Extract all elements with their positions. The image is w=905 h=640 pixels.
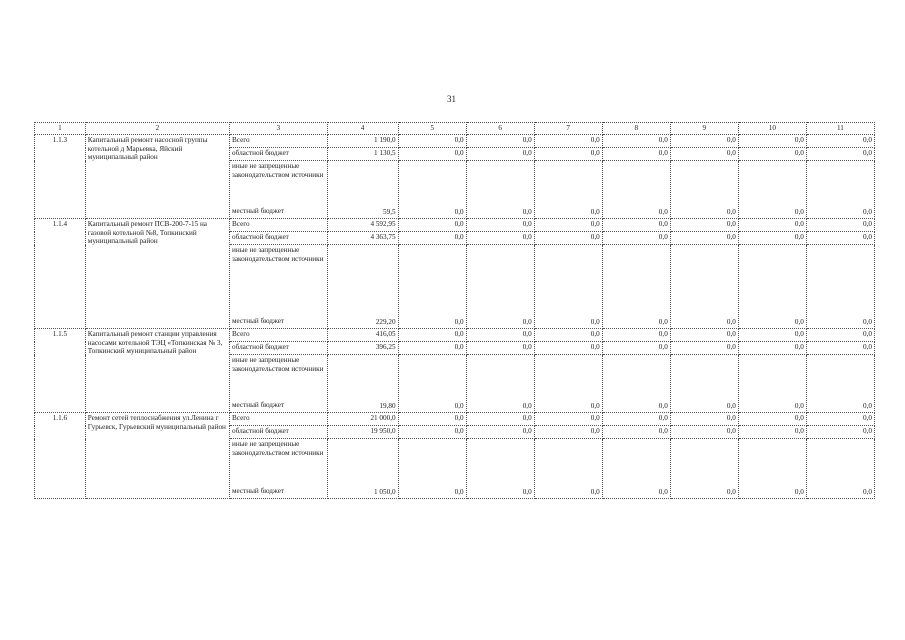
value-cell: 0,0 [806,232,874,245]
value-cell: 0,0 [806,329,874,342]
column-header: 4 [327,123,398,135]
value-cell: 0,0 [670,161,738,219]
table-row [35,219,875,232]
source-label-regional: областной бюджет [230,426,328,439]
table-row [35,329,875,342]
value-cell: 0,0 [602,426,670,439]
value-cell: 0,0 [670,329,738,342]
column-header: 2 [85,123,229,135]
value-cell: 0,0 [602,232,670,245]
value-cell: 0,0 [806,245,874,329]
value-cell: 0,0 [602,135,670,148]
value-cell: 0,0 [602,329,670,342]
value-cell: 396,25 [327,342,398,355]
source-label-cell [230,439,328,499]
value-cell: 0,0 [466,232,534,245]
value-cell: 0,0 [602,439,670,499]
value-cell: 0,0 [806,413,874,426]
value-cell: 0,0 [806,219,874,232]
value-cell: 0,0 [398,232,466,245]
value-cell: 0,0 [534,232,602,245]
value-cell: 0,0 [534,329,602,342]
item-code: 1.1.3 [35,135,86,219]
item-name: Капитальный ремонт ПСВ-200-7-15 на газовой котельной №8, Топкинский муниципальный район [85,219,229,329]
table-header-row [35,123,875,135]
value-cell: 0,0 [738,135,806,148]
value-cell: 0,0 [738,148,806,161]
value-cell: 0,0 [670,413,738,426]
column-header: 1 [35,123,86,135]
value-cell: 4 363,75 [327,232,398,245]
value-cell: 0,0 [466,355,534,413]
budget-table [34,122,875,499]
column-header: 7 [534,123,602,135]
value-cell: 0,0 [398,413,466,426]
column-header: 3 [230,123,328,135]
value-cell: 0,0 [466,161,534,219]
value-cell: 0,0 [398,329,466,342]
value-cell: 0,0 [738,355,806,413]
column-header: 10 [738,123,806,135]
value-cell: 0,0 [670,426,738,439]
source-label-total: Всего [230,219,328,232]
value-cell: 1 190,0 [327,135,398,148]
value-cell: 0,0 [670,232,738,245]
value-cell: 0,0 [738,232,806,245]
item-name: Капитальный ремонт станции управления насосами котельной ТЭЦ «Топкинская № 3, Топкинский муниципальный район [85,329,229,413]
value-cell: 0,0 [398,426,466,439]
value-cell: 0,0 [602,219,670,232]
value-cell: 1 050,0 [327,439,398,499]
value-cell: 0,0 [466,413,534,426]
value-cell: 0,0 [602,148,670,161]
source-label-other: иные не запрещенные законодательством источники [232,162,324,179]
page-number: 31 [447,94,456,104]
table-row [35,135,875,148]
source-label-regional: областной бюджет [230,232,328,245]
source-label-total: Всего [230,413,328,426]
value-cell: 0,0 [806,355,874,413]
value-cell: 0,0 [398,148,466,161]
source-label-local: местный бюджет [232,401,285,410]
value-cell: 19 950,0 [327,426,398,439]
value-cell: 0,0 [806,342,874,355]
value-cell: 0,0 [398,355,466,413]
source-label-cell [230,161,328,219]
value-cell: 0,0 [534,342,602,355]
value-cell: 0,0 [534,426,602,439]
source-label-other: иные не запрещенные законодательством источники [232,440,324,457]
source-label-local: местный бюджет [232,487,285,496]
value-cell: 21 000,0 [327,413,398,426]
value-cell: 0,0 [466,135,534,148]
value-cell: 0,0 [534,148,602,161]
item-name: Ремонт сетей теплоснабжения ул.Ленина г Гурьевск, Гурьевский муниципальный район [85,413,229,499]
column-header: 8 [602,123,670,135]
value-cell: 0,0 [398,135,466,148]
source-label-regional: областной бюджет [230,148,328,161]
value-cell: 0,0 [534,439,602,499]
value-cell: 0,0 [398,219,466,232]
value-cell: 0,0 [398,161,466,219]
source-label-local: местный бюджет [232,207,285,216]
table-row [35,413,875,426]
value-cell: 0,0 [738,161,806,219]
value-cell: 0,0 [806,148,874,161]
value-cell: 229,20 [327,245,398,329]
item-code: 1.1.6 [35,413,86,499]
item-code: 1.1.4 [35,219,86,329]
value-cell: 0,0 [738,219,806,232]
value-cell: 0,0 [670,148,738,161]
value-cell: 0,0 [670,245,738,329]
source-label-regional: областной бюджет [230,342,328,355]
value-cell: 0,0 [738,329,806,342]
value-cell: 0,0 [670,355,738,413]
source-label-local: местный бюджет [232,317,285,326]
value-cell: 0,0 [738,413,806,426]
value-cell: 0,0 [602,342,670,355]
value-cell: 0,0 [534,413,602,426]
value-cell: 0,0 [602,245,670,329]
value-cell: 59,5 [327,161,398,219]
value-cell: 0,0 [466,329,534,342]
value-cell: 0,0 [602,413,670,426]
value-cell: 0,0 [466,245,534,329]
value-cell: 0,0 [602,355,670,413]
source-label-cell [230,245,328,329]
source-label-other: иные не запрещенные законодательством источники [232,356,324,373]
value-cell: 0,0 [738,245,806,329]
column-header: 5 [398,123,466,135]
value-cell: 0,0 [466,426,534,439]
value-cell: 0,0 [670,342,738,355]
value-cell: 19,80 [327,355,398,413]
source-label-total: Всего [230,329,328,342]
value-cell: 0,0 [466,342,534,355]
value-cell: 0,0 [398,342,466,355]
value-cell: 0,0 [534,245,602,329]
value-cell: 0,0 [806,426,874,439]
value-cell: 0,0 [398,439,466,499]
value-cell: 0,0 [806,161,874,219]
source-label-cell [230,355,328,413]
value-cell: 416,05 [327,329,398,342]
value-cell: 0,0 [670,135,738,148]
value-cell: 0,0 [806,439,874,499]
value-cell: 0,0 [534,161,602,219]
value-cell: 0,0 [670,439,738,499]
column-header: 6 [466,123,534,135]
value-cell: 0,0 [670,219,738,232]
value-cell: 0,0 [806,135,874,148]
value-cell: 0,0 [534,135,602,148]
column-header: 11 [806,123,874,135]
value-cell: 0,0 [466,148,534,161]
value-cell: 0,0 [738,439,806,499]
source-label-other: иные не запрещенные законодательством источники [232,246,324,263]
value-cell: 4 592,95 [327,219,398,232]
source-label-total: Всего [230,135,328,148]
value-cell: 0,0 [738,426,806,439]
column-header: 9 [670,123,738,135]
value-cell: 0,0 [602,161,670,219]
value-cell: 0,0 [534,219,602,232]
value-cell: 1 130,5 [327,148,398,161]
item-code: 1.1.5 [35,329,86,413]
value-cell: 0,0 [534,355,602,413]
value-cell: 0,0 [466,219,534,232]
value-cell: 0,0 [398,245,466,329]
item-name: Капитальный ремонт насосной группы котельной д Марьевка, Яйский муниципальный район [85,135,229,219]
value-cell: 0,0 [466,439,534,499]
value-cell: 0,0 [738,342,806,355]
